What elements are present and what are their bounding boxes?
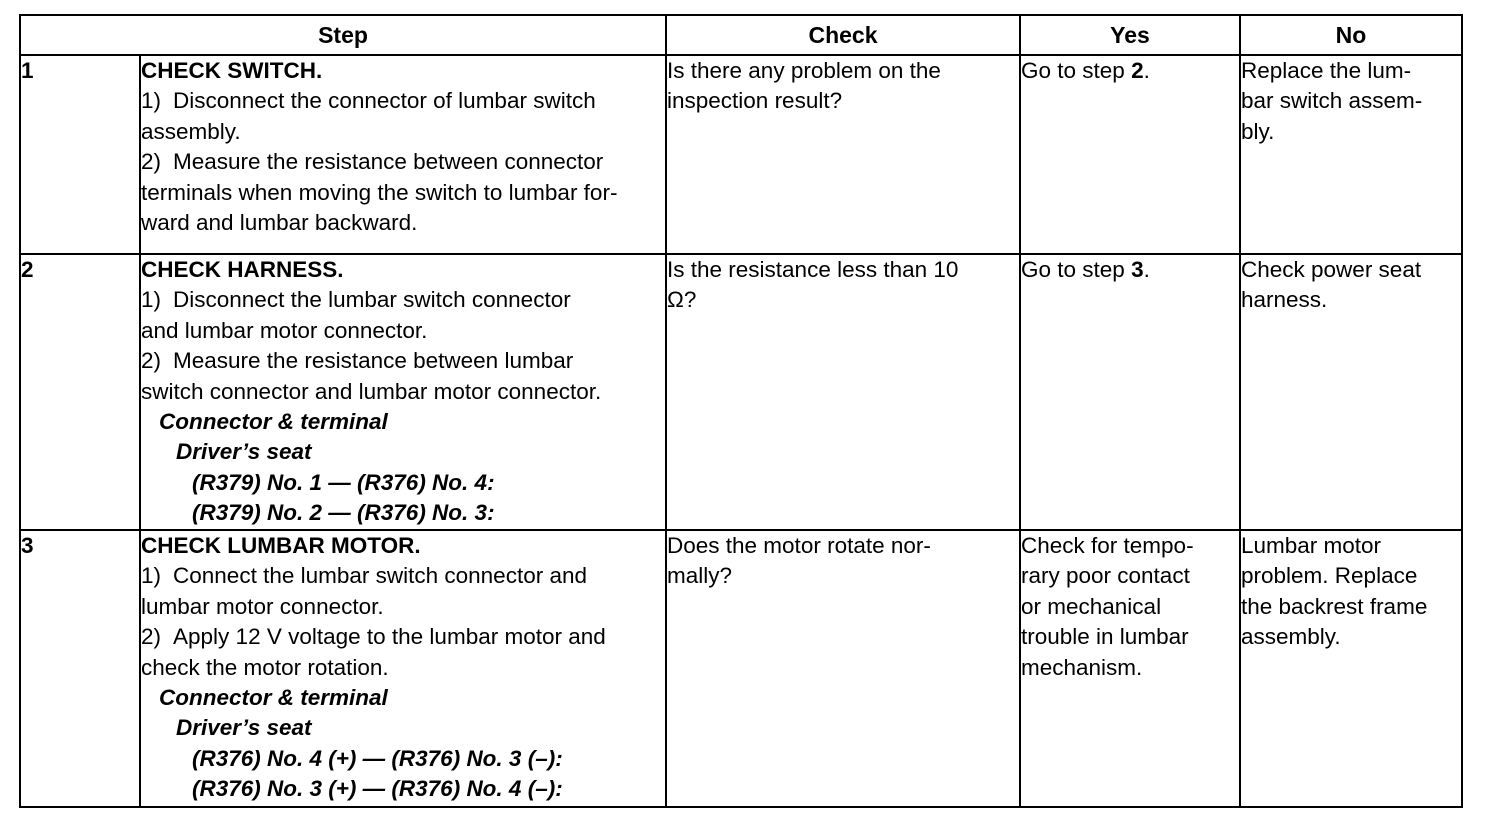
step-line: and lumbar motor connector. [141, 317, 428, 343]
step-line [141, 285, 665, 315]
step-line [141, 622, 665, 652]
step-title: CHECK SWITCH. [141, 58, 323, 83]
substep-text: Connect the lumbar switch connector and [173, 563, 587, 589]
header-step: Step [20, 15, 666, 55]
substep-number: 1) [141, 563, 162, 589]
no-cell [1240, 254, 1462, 530]
substep-number: 1) [141, 287, 162, 313]
step-line: check the motor rotation. [141, 654, 389, 680]
yes-cell [1020, 55, 1240, 254]
header-yes: Yes [1020, 15, 1240, 55]
check-line: inspection result? [667, 88, 843, 114]
terminal-spec: (R376) No. 4 (+) — (R376) No. 3 (–): [192, 745, 563, 771]
step-line [141, 346, 665, 376]
check-line: Is the resistance less than 10 [667, 257, 959, 282]
yes-line: or mechanical [1021, 593, 1162, 619]
step-title: CHECK LUMBAR MOTOR. [141, 533, 421, 558]
step-line: ward and lumbar backward. [141, 210, 418, 236]
substep-number: 2) [141, 624, 162, 650]
step-number: 2 [20, 254, 140, 530]
yes-text: Go to step [1021, 58, 1132, 83]
yes-cell [1020, 530, 1240, 807]
no-line: bly. [1241, 118, 1275, 144]
yes-step-number: 2 [1131, 58, 1144, 83]
diagnostic-table [19, 14, 1463, 808]
step-title: CHECK HARNESS. [141, 257, 344, 282]
no-line: Check power seat [1241, 257, 1422, 282]
substep-number: 2) [141, 149, 162, 175]
no-line: Lumbar motor [1241, 533, 1382, 558]
table-row [20, 530, 1462, 807]
yes-text: Go to step [1021, 257, 1132, 282]
yes-line: rary poor contact [1021, 563, 1190, 589]
check-line: Ω? [667, 287, 697, 313]
step-description [140, 254, 666, 530]
no-line: bar switch assem- [1241, 88, 1423, 114]
yes-cell [1020, 254, 1240, 530]
connector-terminal-label: Connector & terminal [159, 685, 388, 711]
header-check: Check [666, 15, 1020, 55]
no-line: the backrest frame [1241, 593, 1428, 619]
check-line: Is there any problem on the [667, 58, 941, 83]
step-line [141, 86, 665, 116]
table-row [20, 55, 1462, 254]
substep-text: Measure the resistance between lumbar [173, 348, 574, 374]
terminal-spec: (R376) No. 3 (+) — (R376) No. 4 (–): [192, 776, 563, 802]
check-cell [666, 55, 1020, 254]
no-line: problem. Replace [1241, 563, 1418, 589]
no-cell [1240, 55, 1462, 254]
step-description [140, 55, 666, 254]
yes-line: Check for tempo- [1021, 533, 1194, 558]
step-line: switch connector and lumbar motor connector. [141, 378, 602, 404]
substep-text: Disconnect the connector of lumbar switch [173, 88, 596, 114]
check-line: Does the motor rotate nor- [667, 533, 931, 558]
step-line: assembly. [141, 118, 241, 144]
no-line: harness. [1241, 287, 1328, 313]
step-line: lumbar motor connector. [141, 593, 384, 619]
connector-terminal-label: Connector & terminal [159, 409, 388, 435]
substep-text: Measure the resistance between connector [173, 149, 604, 175]
no-line: assembly. [1241, 624, 1341, 650]
step-number: 3 [20, 530, 140, 807]
check-cell [666, 530, 1020, 807]
yes-text: . [1143, 58, 1150, 83]
yes-text: . [1143, 257, 1150, 282]
substep-text: Apply 12 V voltage to the lumbar motor and [173, 624, 606, 650]
yes-line: trouble in lumbar [1021, 624, 1189, 650]
step-line: terminals when moving the switch to lumbar for- [141, 179, 618, 205]
step-line [141, 147, 665, 177]
no-line: Replace the lum- [1241, 58, 1412, 83]
substep-text: Disconnect the lumbar switch connector [173, 287, 571, 313]
step-number: 1 [20, 55, 140, 254]
table-row [20, 254, 1462, 530]
terminal-spec: (R379) No. 2 — (R376) No. 3: [192, 500, 495, 526]
check-cell [666, 254, 1020, 530]
header-no: No [1240, 15, 1462, 55]
step-description [140, 530, 666, 807]
substep-number: 2) [141, 348, 162, 374]
step-line [141, 561, 665, 591]
check-line: mally? [667, 563, 733, 589]
yes-step-number: 3 [1131, 257, 1144, 282]
header-row [20, 15, 1462, 55]
terminal-spec: (R379) No. 1 — (R376) No. 4: [192, 469, 495, 495]
yes-line: mechanism. [1021, 654, 1143, 680]
drivers-seat-label: Driver’s seat [176, 715, 312, 741]
drivers-seat-label: Driver’s seat [176, 439, 312, 465]
substep-number: 1) [141, 88, 162, 114]
no-cell [1240, 530, 1462, 807]
